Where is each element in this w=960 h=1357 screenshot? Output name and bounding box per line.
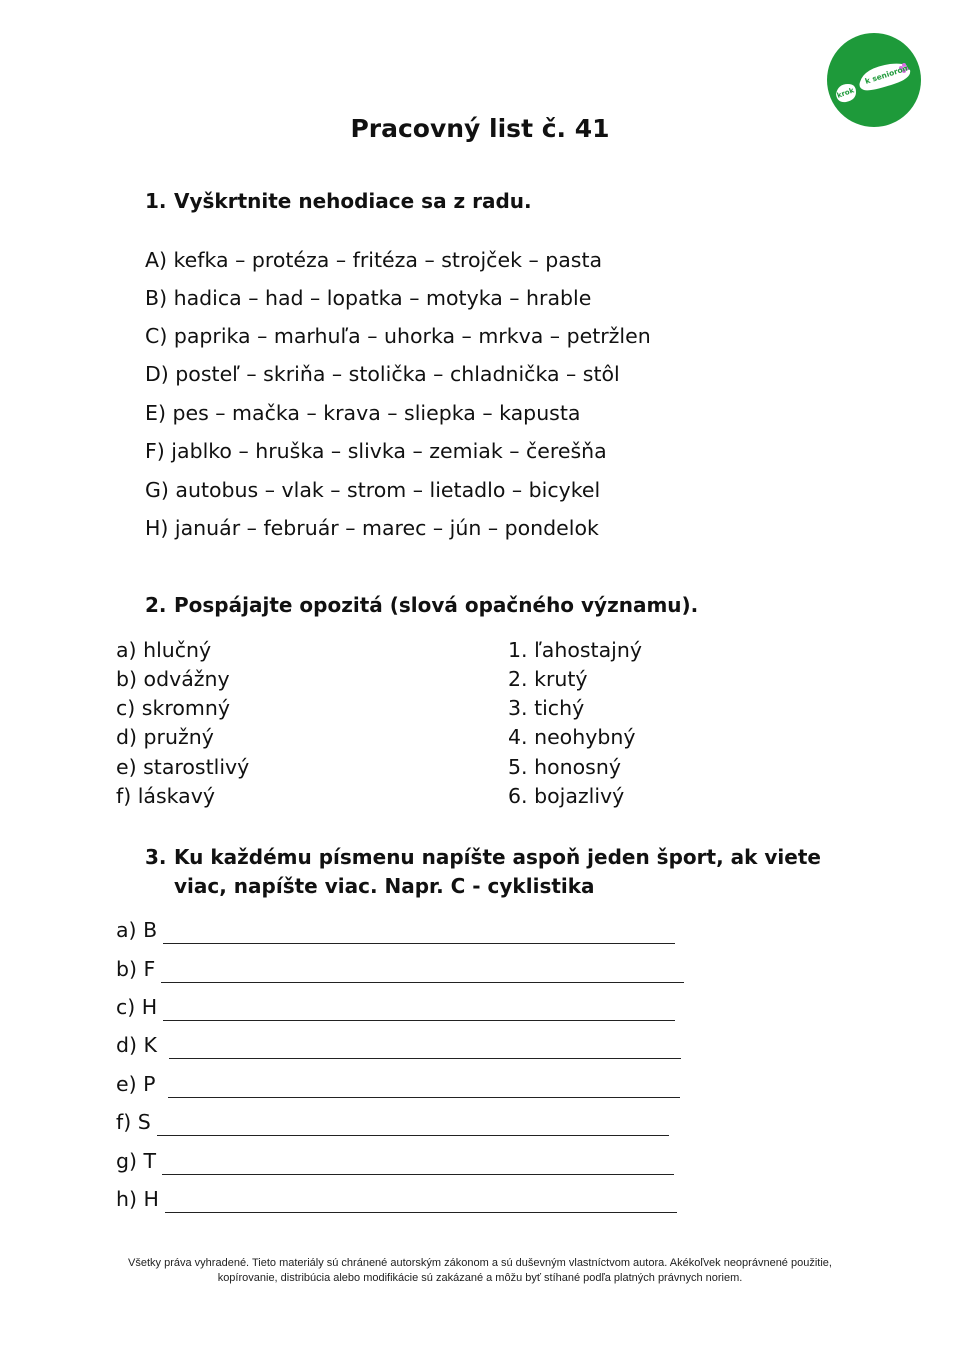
answer-line[interactable] bbox=[157, 1113, 669, 1136]
section-1-heading bbox=[145, 189, 532, 213]
opposite-right-item: 4. neohybný bbox=[508, 725, 636, 749]
list-item: H) január – február – marec – jún – pondelok bbox=[145, 516, 599, 540]
answer-letter: e) P bbox=[116, 1072, 156, 1096]
answer-row bbox=[116, 916, 675, 944]
section-2-heading bbox=[145, 593, 698, 617]
section-1-heading-text: Vyškrtnite nehodiace sa z radu. bbox=[174, 189, 532, 213]
opposite-left-item: c) skromný bbox=[116, 696, 230, 720]
list-item: E) pes – mačka – krava – sliepka – kapusta bbox=[145, 401, 581, 425]
answer-line[interactable] bbox=[161, 960, 684, 983]
answer-line[interactable] bbox=[165, 1190, 677, 1213]
answer-row bbox=[116, 1185, 677, 1213]
opposite-left-item: f) láskavý bbox=[116, 784, 216, 808]
answer-letter: c) H bbox=[116, 995, 158, 1019]
answer-row bbox=[116, 1031, 681, 1059]
logo-word-krok: krok bbox=[835, 86, 856, 100]
footer-line-2: kopírovanie, distribúcia alebo modifikácie sú zakázané a môžu byť stíhané podľa platných právnych noriem. bbox=[217, 1272, 743, 1284]
answer-line[interactable] bbox=[163, 921, 675, 944]
list-item: F) jablko – hruška – slivka – zemiak – čerešňa bbox=[145, 439, 607, 463]
section-1-number: 1. bbox=[145, 189, 167, 213]
section-3-heading bbox=[145, 843, 821, 901]
opposite-left-item: b) odvážny bbox=[116, 667, 230, 691]
list-item: B) hadica – had – lopatka – motyka – hrable bbox=[145, 286, 592, 310]
opposite-right-item: 6. bojazlivý bbox=[508, 784, 625, 808]
answer-row bbox=[116, 1147, 674, 1175]
logo-word-seniorom: k seniorom bbox=[863, 62, 912, 86]
section-2-number: 2. bbox=[145, 593, 167, 617]
copyright-footer bbox=[0, 1256, 960, 1286]
answer-line[interactable] bbox=[162, 1152, 674, 1175]
answer-letter: g) T bbox=[116, 1149, 157, 1173]
section-3-heading-line2: viac, napíšte viac. Napr. C - cyklistika bbox=[174, 874, 595, 898]
opposite-left-item: d) pružný bbox=[116, 725, 214, 749]
answer-line[interactable] bbox=[169, 1036, 681, 1059]
list-item: C) paprika – marhuľa – uhorka – mrkva – petržlen bbox=[145, 324, 651, 348]
opposite-left-item: e) starostlivý bbox=[116, 755, 250, 779]
answer-letter: h) H bbox=[116, 1187, 159, 1211]
answer-letter: f) S bbox=[116, 1110, 151, 1134]
answer-line[interactable] bbox=[163, 998, 675, 1021]
section-2-heading-text: Pospájajte opozitá (slová opačného významu). bbox=[174, 593, 699, 617]
list-item: D) posteľ – skriňa – stolička – chladnička – stôl bbox=[145, 362, 620, 386]
answer-row bbox=[116, 1070, 680, 1098]
answer-letter: b) F bbox=[116, 957, 156, 981]
opposite-left-item: a) hlučný bbox=[116, 638, 212, 662]
opposite-right-item: 1. ľahostajný bbox=[508, 638, 642, 662]
answer-letter: a) B bbox=[116, 918, 158, 942]
list-item: G) autobus – vlak – strom – lietadlo – bicykel bbox=[145, 478, 601, 502]
opposite-right-item: 5. honosný bbox=[508, 755, 621, 779]
answer-row bbox=[116, 1108, 669, 1136]
answer-letter: d) K bbox=[116, 1033, 157, 1057]
list-item: A) kefka – protéza – fritéza – strojček – pasta bbox=[145, 248, 603, 272]
section-3-number: 3. bbox=[145, 845, 167, 869]
answer-row bbox=[116, 955, 684, 983]
page-title: Pracovný list č. 41 bbox=[350, 114, 610, 143]
answer-row bbox=[116, 993, 675, 1021]
footer-line-1: Všetky práva vyhradené. Tieto materiály sú chránené autorským zákonom a sú duševným vlastníctvom autora. Akékoľvek neoprávnené použitie, bbox=[128, 1257, 832, 1269]
section-3-heading-line1: Ku každému písmenu napíšte aspoň jeden šport, ak viete bbox=[174, 845, 821, 869]
opposite-right-item: 2. krutý bbox=[508, 667, 588, 691]
opposite-right-item: 3. tichý bbox=[508, 696, 585, 720]
answer-line[interactable] bbox=[168, 1075, 680, 1098]
